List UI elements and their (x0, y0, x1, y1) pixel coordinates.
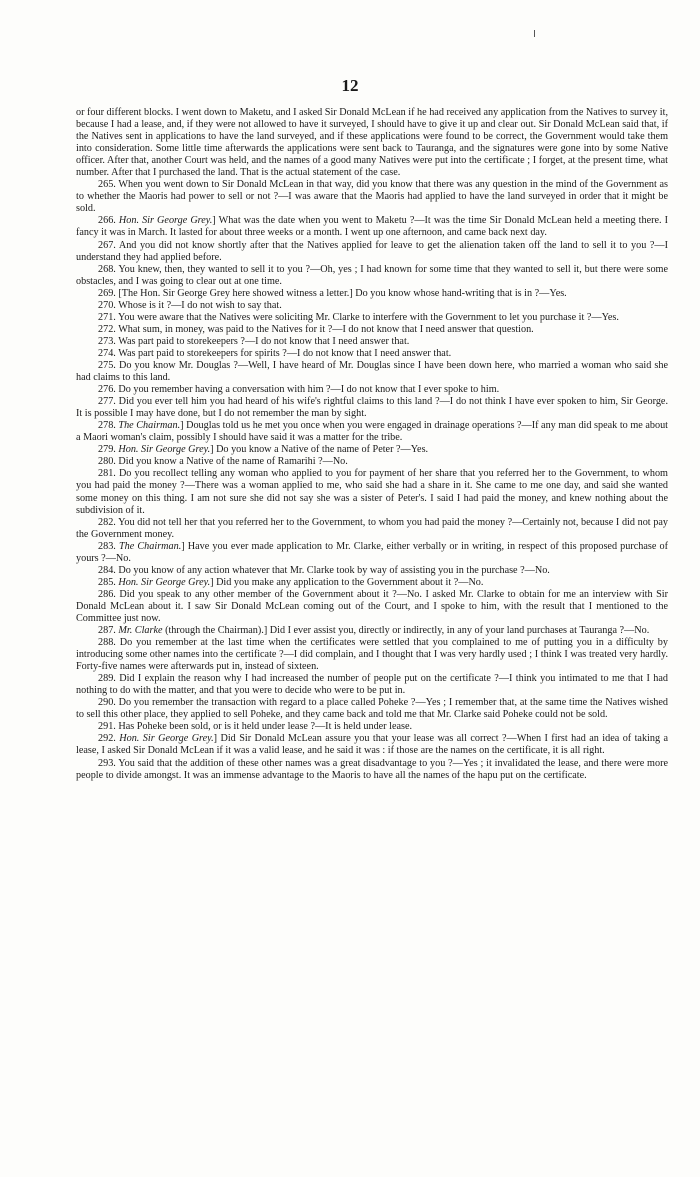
question-paragraph (76, 348, 668, 360)
question-number: 266. (98, 215, 116, 227)
question-paragraph (76, 360, 668, 384)
speaker-name: Hon. Sir George Grey. (118, 576, 211, 588)
paragraph-text: ] Did Sir Donald McLean assure you that your lease was all correct ?—When I first had an idea of taking a lease, I asked Sir Donald McLean if it was a valid lease, and he said it was : if those are the names on the certificate, it is all right. (76, 733, 669, 757)
question-paragraph (76, 300, 668, 312)
page-number: 12 (341, 76, 359, 95)
question-number: 278. (98, 420, 116, 432)
paragraph-text: ] What was the date when you went to Maketu ?—It was the time Sir Donald McLean held a meeting there. I fancy it was in March. It lasted for about three weeks or a month. I went up one afternoon, and came back next day. (76, 215, 669, 239)
paragraph-text: 269. [The Hon. Sir George Grey here showed witness a letter.] Do you know whose hand-writing that is in ?—Yes. (98, 287, 567, 299)
paragraph-text: 282. You did not tell her that you referred her to the Government, to whom you had paid the money ?—Certainly not, because I did not pay the Government money. (76, 516, 668, 540)
paragraph-text: 265. When you went down to Sir Donald McLean in that way, did you know that there was any question in the mind of the Government as to whether the Maoris had power to sell or not ?—I was aware that the Maoris had applied to have the land surveyed in order that it might be sold. (76, 179, 668, 215)
question-number: 285. (98, 576, 116, 588)
paragraph-text: 270. Whose is it ?—I do not wish to say that. (98, 299, 282, 311)
question-paragraph (76, 697, 668, 721)
paragraph-text: 291. Has Poheke been sold, or is it held under lease ?—It is held under lease. (98, 721, 413, 733)
paragraph-text: 284. Do you know of any action whatever that Mr. Clarke took by way of assisting you in the purchase ?—No. (98, 564, 550, 576)
paragraph-text: or four different blocks. I went down to Maketu, and I asked Sir Donald McLean if he had received any application from the Natives to survey it, because I had a lease, and, if they were not allowed to have it surveyed, I should have to give it up and clear out. Sir Donald McLean said that, if the Natives sent in applications to have the land surveyed, and if these applications were found to be correct, the Government would take them into consideration. Some little time afterwards the applications were sent back to Tauranga, and the signatures were gone into by some Native officer. After that, another Court was held, and the names of a good many Natives were put into the certificate ; I forget, at the present time, what number. After that I purchased the land. That is the actual statement of the case. (76, 107, 668, 179)
question-number: 292. (98, 733, 116, 745)
question-paragraph (76, 758, 668, 782)
question-paragraph (76, 541, 668, 565)
question-paragraph (76, 384, 668, 396)
question-paragraph (76, 517, 668, 541)
paragraph-text: 272. What sum, in money, was paid to the Natives for it ?—I do not know that I need answer that question. (98, 323, 534, 335)
question-paragraph (76, 240, 668, 264)
speaker-name: Mr. Clarke (118, 625, 163, 637)
paragraph-text: 271. You were aware that the Natives were soliciting Mr. Clarke to interfere with the Government to let you purchase it ?—Yes. (98, 311, 619, 323)
speaker-name: Hon. Sir George Grey. (118, 215, 213, 227)
question-number: 283. (98, 540, 116, 552)
paragraph-text: 288. Do you remember at the last time when the certificates were settled that you complained to me of putting you in a difficulty by introducing some other names into the certificate ?—I did complain, and I thought that I was very hardly used ; I think I was treated very hardly. Forty-five names were afterwards put in, instead of sixteen. (76, 637, 668, 673)
paragraph-text: ] Did you make any application to the Government about it ?—No. (210, 576, 484, 588)
question-paragraph (76, 625, 668, 637)
question-paragraph (76, 396, 668, 420)
continued-paragraph (76, 107, 668, 179)
paragraph-text: 268. You knew, then, they wanted to sell it to you ?—Oh, yes ; I had known for some time that they wanted to sell it, but there were some obstacles, and I was going to clear out at one time. (76, 263, 668, 287)
speaker-name: The Chairman. (118, 420, 181, 432)
paragraph-text: (through the Chairman).] Did I ever assist you, directly or indirectly, in any of your land purchases at Tauranga ?—No. (162, 625, 650, 637)
question-paragraph (76, 336, 668, 348)
paragraph-text: 275. Do you know Mr. Douglas ?—Well, I have heard of Mr. Douglas since I have been down here, who married a woman who said she had claims to this land. (76, 359, 668, 384)
question-paragraph (76, 468, 668, 516)
paragraph-text: 274. Was part paid to storekeepers for spirits ?—I do not know that I need answer that. (98, 347, 452, 359)
question-paragraph (76, 444, 668, 456)
question-paragraph (76, 420, 668, 444)
speaker-name: Hon. Sir George Grey. (118, 444, 211, 456)
question-number: 279. (98, 444, 116, 456)
speaker-name: The Chairman. (118, 540, 182, 552)
question-paragraph (76, 637, 668, 673)
question-paragraph (76, 288, 668, 300)
paragraph-text: 281. Do you recollect telling any woman who applied to you for payment of her share that you referred her to the Government, to whom you had paid the money ?—There was a woman applied to me, who said she had a share in it. She came to me one day, and said she wanted some money on this thing. I am not sure she did not say she was a sister of Peter's. I said I had paid the money, and knew nothing about the subdivision of it. (76, 468, 668, 516)
body-text (76, 107, 668, 782)
margin-tick-mark (534, 30, 535, 37)
question-paragraph (76, 721, 668, 733)
paragraph-text: ] Do you know a Native of the name of Peter ?—Yes. (210, 444, 429, 456)
paragraph-text: 267. And you did not know shortly after that the Natives applied for leave to get the alienation taken off the land to sell it to you ?—I understand they had applied before. (76, 239, 668, 263)
question-paragraph (76, 589, 668, 625)
question-number: 287. (98, 625, 116, 637)
question-paragraph (76, 673, 668, 697)
question-paragraph (76, 179, 668, 215)
question-paragraph (76, 312, 668, 324)
paragraph-text: ] Douglas told us he met you once when you were engaged in drainage operations ?—If any man did speak to me about a Maori woman's claim, possibly I should have said it was a matter for the tribe. (76, 420, 668, 444)
paragraph-text: 293. You said that the addition of these other names was a great disadvantage to you ?—Yes ; it invalidated the lease, and there were more people to divide amongst. It was an immense advantage to the Maoris to have all the names of the hapu put on the certificate. (76, 757, 668, 781)
paragraph-text: 276. Do you remember having a conversation with him ?—I do not know that I ever spoke to him. (98, 384, 500, 396)
speaker-name: Hon. Sir George Grey. (119, 733, 214, 745)
paragraph-text: 289. Did I explain the reason why I had increased the number of people put on the certificate ?—I think you intimated to me that I had nothing to do with the matter, and that you were to decide who were to be put in. (76, 673, 668, 697)
question-paragraph (76, 565, 668, 577)
paragraph-text: 286. Did you speak to any other member of the Government about it ?—No. I asked Mr. Clarke to obtain for me an interview with Sir Donald McLean about it. I saw Sir Donald McLean coming out of the Court, and I spoke to him, with the result that I mentioned to the Committee just now. (76, 588, 668, 624)
paragraph-text: 290. Do you remember the transaction with regard to a place called Poheke ?—Yes ; I remember that, at the same time the Natives wished to sell this other place, they applied to sell Poheke, and they came back and told me that Mr. Clarke said Poheke could not be sold. (76, 697, 668, 721)
paragraph-text: 277. Did you ever tell him you had heard of his wife's rightful claims to this land ?—I do not think I have ever spoken to him, Sir George. It is possible I may have done, but I do not remember the man by sight. (76, 396, 668, 420)
paragraph-text: ] Have you ever made application to Mr. Clarke, either verbally or in writing, in respect of this proposed purchase of yours ?—No. (76, 540, 668, 564)
question-paragraph (76, 456, 668, 468)
paragraph-text: 280. Did you know a Native of the name of Ramarihi ?—No. (98, 456, 348, 468)
question-paragraph (76, 733, 668, 757)
question-paragraph (76, 577, 668, 589)
question-paragraph (76, 324, 668, 336)
question-paragraph (76, 264, 668, 288)
paragraph-text: 273. Was part paid to storekeepers ?—I do not know that I need answer that. (98, 335, 410, 347)
question-paragraph (76, 215, 668, 239)
